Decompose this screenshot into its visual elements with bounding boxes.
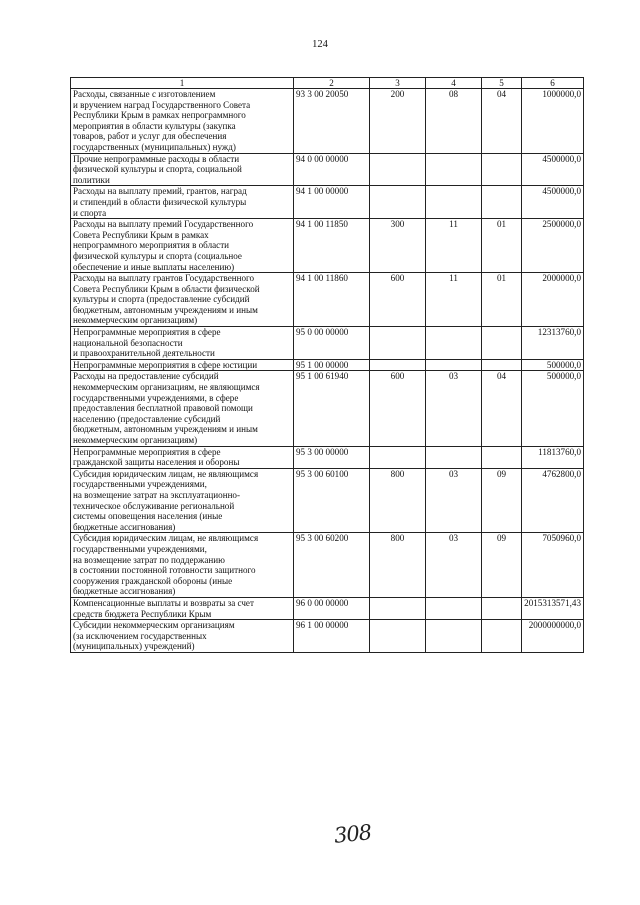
cell-name-line: бюджетные ассигнования) [73,521,176,532]
column-header: 1 [71,78,294,89]
cell-amount: 4762800,0 [522,468,584,533]
cell-name-line: Расходы на предоставление субсидий [73,371,219,382]
cell-name-line: гражданской защиты населения и обороны [73,457,240,468]
cell-name-line: Субсидия юридическим лицам, не являющимся [73,468,259,479]
table-row [71,359,584,371]
cell-amount: 2500000,0 [522,219,584,273]
cell-code: 94 1 00 11860 [294,273,370,327]
cell-section [426,153,482,186]
cell-amount: 7050960,0 [522,533,584,598]
cell-section [426,186,482,219]
cell-amount: 4500000,0 [522,186,584,219]
cell-name [71,153,294,186]
cell-name-line: Непрограммные мероприятия в сфере [73,446,221,457]
cell-name-line: и спорта [73,207,107,218]
cell-name-line: государственных (муниципальных) нужд) [73,141,236,152]
table-row [71,153,584,186]
cell-expense-type [370,327,426,360]
cell-subsection: 01 [482,273,522,327]
cell-section [426,359,482,371]
cell-amount: 2015313571,43 [522,597,584,619]
cell-code: 94 1 00 00000 [294,186,370,219]
cell-subsection [482,446,522,468]
cell-name-line: Совета Республики Крым в области физической [73,283,260,294]
cell-section [426,327,482,360]
table-row [71,327,584,360]
cell-amount: 1000000,0 [522,89,584,154]
header-row [71,78,584,89]
cell-name-line: физической культуры и спорта (социальное [73,250,242,261]
cell-name-line: Прочие непрограммные расходы в области [73,153,240,164]
cell-name-line: Совета Республики Крым в рамках [73,229,209,240]
cell-expense-type [370,620,426,653]
cell-subsection: 04 [482,371,522,446]
cell-name-line: Расходы на выплату премий Государственного [73,219,254,230]
cell-code: 96 0 00 00000 [294,597,370,619]
cell-name-line: Субсидии некоммерческим организациям [73,620,235,631]
cell-name-line: политики [73,174,110,185]
table-row [71,219,584,273]
cell-subsection [482,359,522,371]
cell-name [71,446,294,468]
cell-amount: 2000000,0 [522,273,584,327]
budget-table [70,77,584,653]
cell-code: 94 0 00 00000 [294,153,370,186]
table-row [71,620,584,653]
column-header: 3 [370,78,426,89]
cell-name-line: сооружения гражданской обороны (иные [73,575,233,586]
cell-name-line: на возмещение затрат на эксплуатационно- [73,489,241,500]
cell-section: 03 [426,371,482,446]
column-header: 2 [294,78,370,89]
table-body [71,89,584,653]
cell-subsection [482,597,522,619]
cell-code: 95 3 00 60100 [294,468,370,533]
cell-name-line: населению (предоставление субсидий [73,413,221,424]
cell-amount: 500000,0 [522,359,584,371]
cell-name [71,89,294,154]
cell-code: 95 1 00 61940 [294,371,370,446]
cell-name [71,359,294,371]
cell-name-line: товаров, работ и услуг для обеспечения [73,131,227,142]
cell-name-line: (муниципальных) учреждений) [73,641,195,652]
cell-name-line: культуры и спорта (предоставление субсидий [73,294,250,305]
cell-expense-type: 800 [370,533,426,598]
cell-subsection [482,153,522,186]
cell-name-line: на возмещение затрат по поддержанию [73,554,225,565]
table-row [71,273,584,327]
cell-code: 96 1 00 00000 [294,620,370,653]
table-row [71,533,584,598]
cell-name [71,468,294,533]
cell-name-line: предоставления бесплатной правовой помощи [73,403,253,414]
cell-name [71,327,294,360]
table-row [71,597,584,619]
cell-name-line: средств бюджета Республики Крым [73,608,212,619]
cell-name-line: государственными учреждениями, [73,479,207,490]
cell-expense-type [370,359,426,371]
cell-name [71,219,294,273]
cell-expense-type: 600 [370,273,426,327]
cell-name [71,597,294,619]
cell-expense-type [370,153,426,186]
cell-section: 11 [426,273,482,327]
cell-name-line: в состоянии постоянной готовности защитного [73,565,256,576]
cell-section [426,620,482,653]
cell-name-line: мероприятия в области культуры (закупка [73,120,236,131]
cell-name-line: и правоохранительной деятельности [73,348,215,359]
cell-amount: 2000000000,0 [522,620,584,653]
cell-subsection: 01 [482,219,522,273]
cell-name-line: Расходы на выплату премий, грантов, наград [73,186,247,197]
cell-name-line: физической культуры и спорта, социальной [73,164,242,175]
cell-subsection: 04 [482,89,522,154]
cell-name-line: Субсидия юридическим лицам, не являющимся [73,533,259,544]
column-header: 6 [522,78,584,89]
cell-code: 95 1 00 00000 [294,359,370,371]
cell-expense-type [370,597,426,619]
cell-name [71,371,294,446]
table-row [71,446,584,468]
cell-name [71,620,294,653]
cell-code: 95 0 00 00000 [294,327,370,360]
table-row [71,186,584,219]
cell-name [71,273,294,327]
cell-expense-type: 300 [370,219,426,273]
cell-expense-type: 600 [370,371,426,446]
cell-amount: 11813760,0 [522,446,584,468]
cell-name-line: и стипендий в области физической культуры [73,196,247,207]
cell-name-line: государственными учреждениями, [73,543,207,554]
cell-name-line: некоммерческим организациям) [73,435,198,445]
cell-subsection [482,620,522,653]
table-row [71,371,584,446]
cell-name-line: Расходы на выплату грантов Государственного [73,273,255,284]
cell-name-line: Расходы, связанные с изготовлением [73,89,216,99]
cell-expense-type: 200 [370,89,426,154]
cell-name [71,533,294,598]
cell-name-line: (за исключением государственных [73,630,207,641]
cell-subsection: 09 [482,533,522,598]
cell-name-line: некоммерческим организациям) [73,315,198,326]
cell-name-line: обеспечение и иные выплаты населению) [73,261,235,272]
cell-code: 93 3 00 20050 [294,89,370,154]
cell-section [426,446,482,468]
cell-subsection: 09 [482,468,522,533]
cell-code: 95 3 00 00000 [294,446,370,468]
cell-code: 94 1 00 11850 [294,219,370,273]
cell-amount: 500000,0 [522,371,584,446]
cell-name-line: непрограммного мероприятия в области [73,240,230,251]
cell-subsection [482,327,522,360]
cell-section: 11 [426,219,482,273]
column-header: 5 [482,78,522,89]
cell-subsection [482,186,522,219]
cell-name-line: некоммерческим организациям, не являющимся [73,382,260,393]
cell-amount: 12313760,0 [522,327,584,360]
cell-expense-type [370,446,426,468]
cell-name-line: бюджетным, автономным учреждениям и иным [73,424,258,435]
cell-name [71,186,294,219]
cell-name-line: Непрограммные мероприятия в сфере [73,327,221,338]
cell-code: 95 3 00 60200 [294,533,370,598]
cell-expense-type: 800 [370,468,426,533]
cell-name-line: бюджетные ассигнования) [73,586,176,597]
cell-name-line: техническое обслуживание региональной [73,500,235,511]
table-row [71,89,584,154]
cell-name-line: Республики Крым в рамках непрограммного [73,110,246,121]
cell-name-line: национальной безопасности [73,337,183,348]
cell-name-line: и вручением наград Государственного Совета [73,99,251,110]
handwritten-page-mark: 308 [332,820,373,848]
cell-section [426,597,482,619]
cell-name-line: Непрограммные мероприятия в сфере юстиции [73,359,258,370]
cell-name-line: Компенсационные выплаты и возвраты за счет [73,597,254,608]
cell-section: 03 [426,468,482,533]
table-row [71,468,584,533]
cell-name-line: государственными учреждениями, в сфере [73,392,239,403]
cell-section: 08 [426,89,482,154]
page-number: 124 [312,39,328,50]
cell-amount: 4500000,0 [522,153,584,186]
cell-expense-type [370,186,426,219]
cell-name-line: бюджетным, автономным учреждениям и иным [73,304,258,315]
cell-section: 03 [426,533,482,598]
cell-name-line: системы оповещения населения (иные [73,511,223,522]
column-header: 4 [426,78,482,89]
